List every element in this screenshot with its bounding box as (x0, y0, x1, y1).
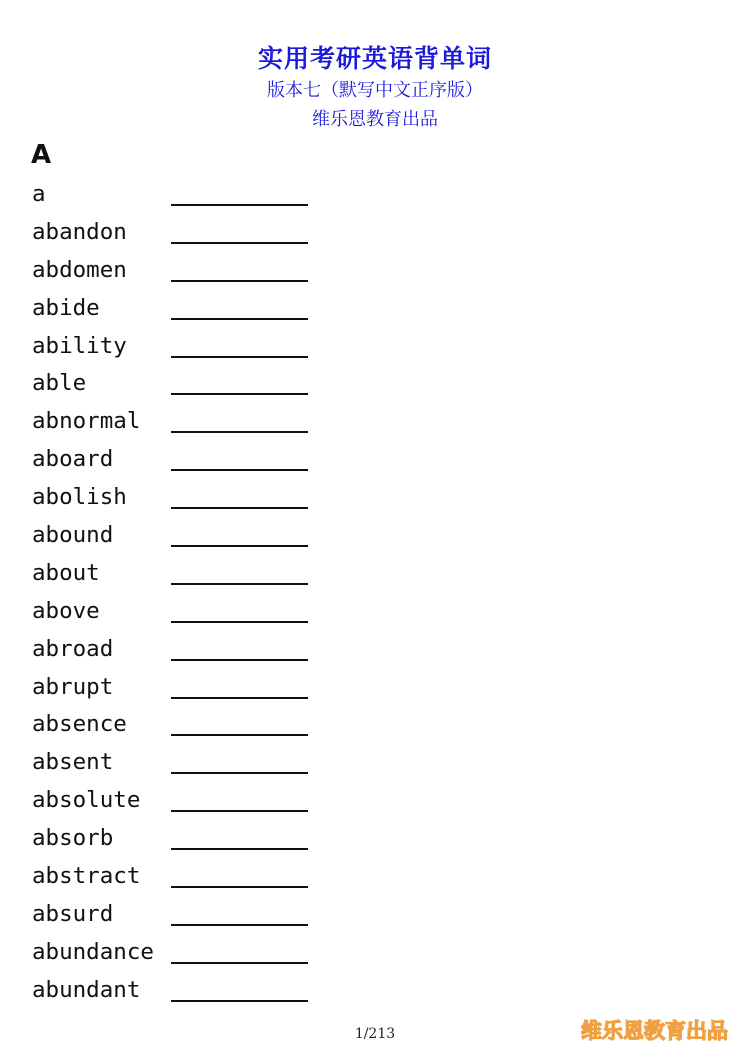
vocabulary-row (0, 858, 750, 896)
vocabulary-row (0, 555, 750, 593)
answer-blank-line[interactable] (171, 697, 308, 699)
vocabulary-row (0, 744, 750, 782)
vocabulary-row (0, 631, 750, 669)
answer-blank-line[interactable] (171, 393, 308, 395)
document-subtitle: 版本七（默写中文正序版） (267, 80, 483, 101)
page-number: 1/213 (354, 1026, 396, 1042)
publisher-watermark: 维乐恩教育出品 (581, 1019, 728, 1043)
vocabulary-row (0, 176, 750, 214)
vocabulary-word: abdomen (32, 256, 127, 283)
answer-blank-line[interactable] (171, 583, 308, 585)
vocabulary-row (0, 441, 750, 479)
vocabulary-word: ability (32, 332, 127, 359)
vocabulary-word: absurd (32, 900, 114, 927)
vocabulary-row (0, 403, 750, 441)
vocabulary-list (0, 176, 750, 1010)
vocabulary-row (0, 479, 750, 517)
vocabulary-word: absorb (32, 825, 114, 852)
vocabulary-row (0, 669, 750, 707)
answer-blank-line[interactable] (171, 924, 308, 926)
vocabulary-word: abnormal (32, 408, 141, 435)
vocabulary-word: abolish (32, 484, 127, 511)
answer-blank-line[interactable] (171, 356, 308, 358)
vocabulary-word: abound (32, 522, 114, 549)
vocabulary-word: absolute (32, 787, 141, 814)
answer-blank-line[interactable] (171, 1000, 308, 1002)
vocabulary-word: absent (32, 749, 114, 776)
answer-blank-line[interactable] (171, 659, 308, 661)
vocabulary-row (0, 517, 750, 555)
vocabulary-row (0, 328, 750, 366)
vocabulary-word: abrupt (32, 673, 114, 700)
vocabulary-row (0, 593, 750, 631)
vocabulary-row (0, 214, 750, 252)
answer-blank-line[interactable] (171, 431, 308, 433)
vocabulary-word: abide (32, 294, 100, 321)
vocabulary-word: above (32, 597, 100, 624)
answer-blank-line[interactable] (171, 810, 308, 812)
vocabulary-word: about (32, 559, 100, 586)
vocabulary-word: able (32, 370, 87, 397)
vocabulary-row (0, 290, 750, 328)
vocabulary-word: abundance (32, 938, 154, 965)
vocabulary-word: absence (32, 711, 127, 738)
vocabulary-word: a (32, 181, 46, 207)
answer-blank-line[interactable] (171, 469, 308, 471)
vocabulary-row (0, 934, 750, 972)
vocabulary-row (0, 706, 750, 744)
answer-blank-line[interactable] (171, 507, 308, 509)
answer-blank-line[interactable] (171, 772, 308, 774)
vocabulary-word: abroad (32, 635, 114, 662)
vocabulary-row (0, 365, 750, 403)
vocabulary-row (0, 252, 750, 290)
answer-blank-line[interactable] (171, 962, 308, 964)
vocabulary-word: abstract (32, 863, 141, 890)
vocabulary-word: abundant (32, 976, 141, 1003)
vocabulary-row (0, 820, 750, 858)
vocabulary-row (0, 972, 750, 1010)
answer-blank-line[interactable] (171, 621, 308, 623)
section-letter-heading: A (31, 140, 52, 170)
answer-blank-line[interactable] (171, 734, 308, 736)
vocabulary-word: abandon (32, 218, 127, 245)
publisher-line: 维乐恩教育出品 (312, 109, 438, 130)
answer-blank-line[interactable] (171, 242, 308, 244)
answer-blank-line[interactable] (171, 848, 308, 850)
answer-blank-line[interactable] (171, 886, 308, 888)
answer-blank-line[interactable] (171, 318, 308, 320)
document-title: 实用考研英语背单词 (257, 44, 492, 73)
answer-blank-line[interactable] (171, 204, 308, 206)
vocabulary-row (0, 782, 750, 820)
vocabulary-word: aboard (32, 446, 114, 473)
answer-blank-line[interactable] (171, 280, 308, 282)
answer-blank-line[interactable] (171, 545, 308, 547)
vocabulary-row (0, 896, 750, 934)
